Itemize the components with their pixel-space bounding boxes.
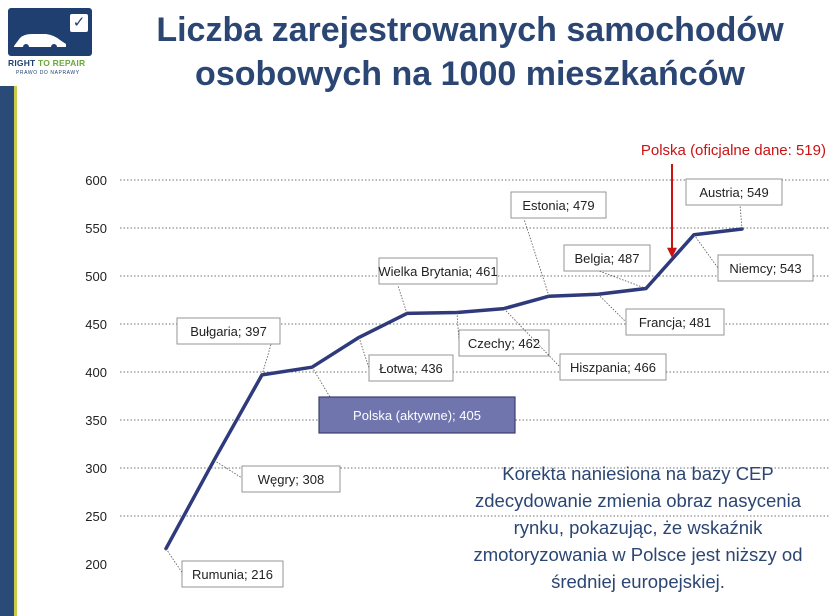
note-text [438,460,838,595]
leader-line [359,337,369,368]
y-tick-label-250: 250 [85,509,107,524]
y-tick-label-350: 350 [85,413,107,428]
y-tick-label-550: 550 [85,221,107,236]
leader-line [524,219,549,296]
y-tick-label-500: 500 [85,269,107,284]
note-line-2: zdecydowanie zmienia obraz nasycenia [475,490,801,511]
data-label: Węgry; 308 [257,472,325,487]
annotation-label: Polska (oficjalne dane: 519) [640,142,826,159]
y-tick-label-450: 450 [85,317,107,332]
y-tick-label-600: 600 [85,173,107,188]
leader-line [166,549,183,574]
data-label: Niemcy; 543 [729,261,802,276]
leader-line [214,460,242,478]
data-label: Rumunia; 216 [192,567,273,582]
y-tick-label-200: 200 [85,557,107,572]
check-icon: ✓ [70,14,88,32]
data-label: Estonia; 479 [522,198,595,213]
data-label: Polska (aktywne); 405 [353,408,481,423]
data-label: Hiszpania; 466 [570,360,656,375]
note-line-5: średniej europejskiej. [551,571,725,592]
leader-line [694,235,718,268]
data-label: Austria; 549 [699,185,769,200]
y-tick-label-300: 300 [85,461,107,476]
title-line-1: Liczba zarejestrowanych samochodów [156,11,784,49]
data-label: Wielka Brytania; 461 [378,264,498,279]
title-line-2: osobowych na 1000 mieszkańców [195,55,745,93]
leader-line [598,294,626,322]
data-label: Francja; 481 [638,315,712,330]
data-label: Belgia; 487 [574,251,640,266]
data-label: Łotwa; 436 [379,361,443,376]
note-line-1: Korekta naniesiona na bazy CEP [502,463,774,484]
logo-name-part1: RIGHT [8,58,36,68]
data-label: Czechy; 462 [467,336,541,351]
y-tick-label-400: 400 [85,365,107,380]
leader-line [398,286,407,313]
note-line-3: rynku, pokazując, że wskaźnik [513,517,763,538]
note-line-4: zmotoryzowania w Polsce jest niższy od [473,544,803,565]
data-label: Bułgaria; 397 [190,324,267,339]
logo-subtitle: PRAWO DO NAPRAWY [16,70,80,76]
leader-line [740,205,742,229]
logo-name-part2: TO REPAIR [35,58,86,68]
